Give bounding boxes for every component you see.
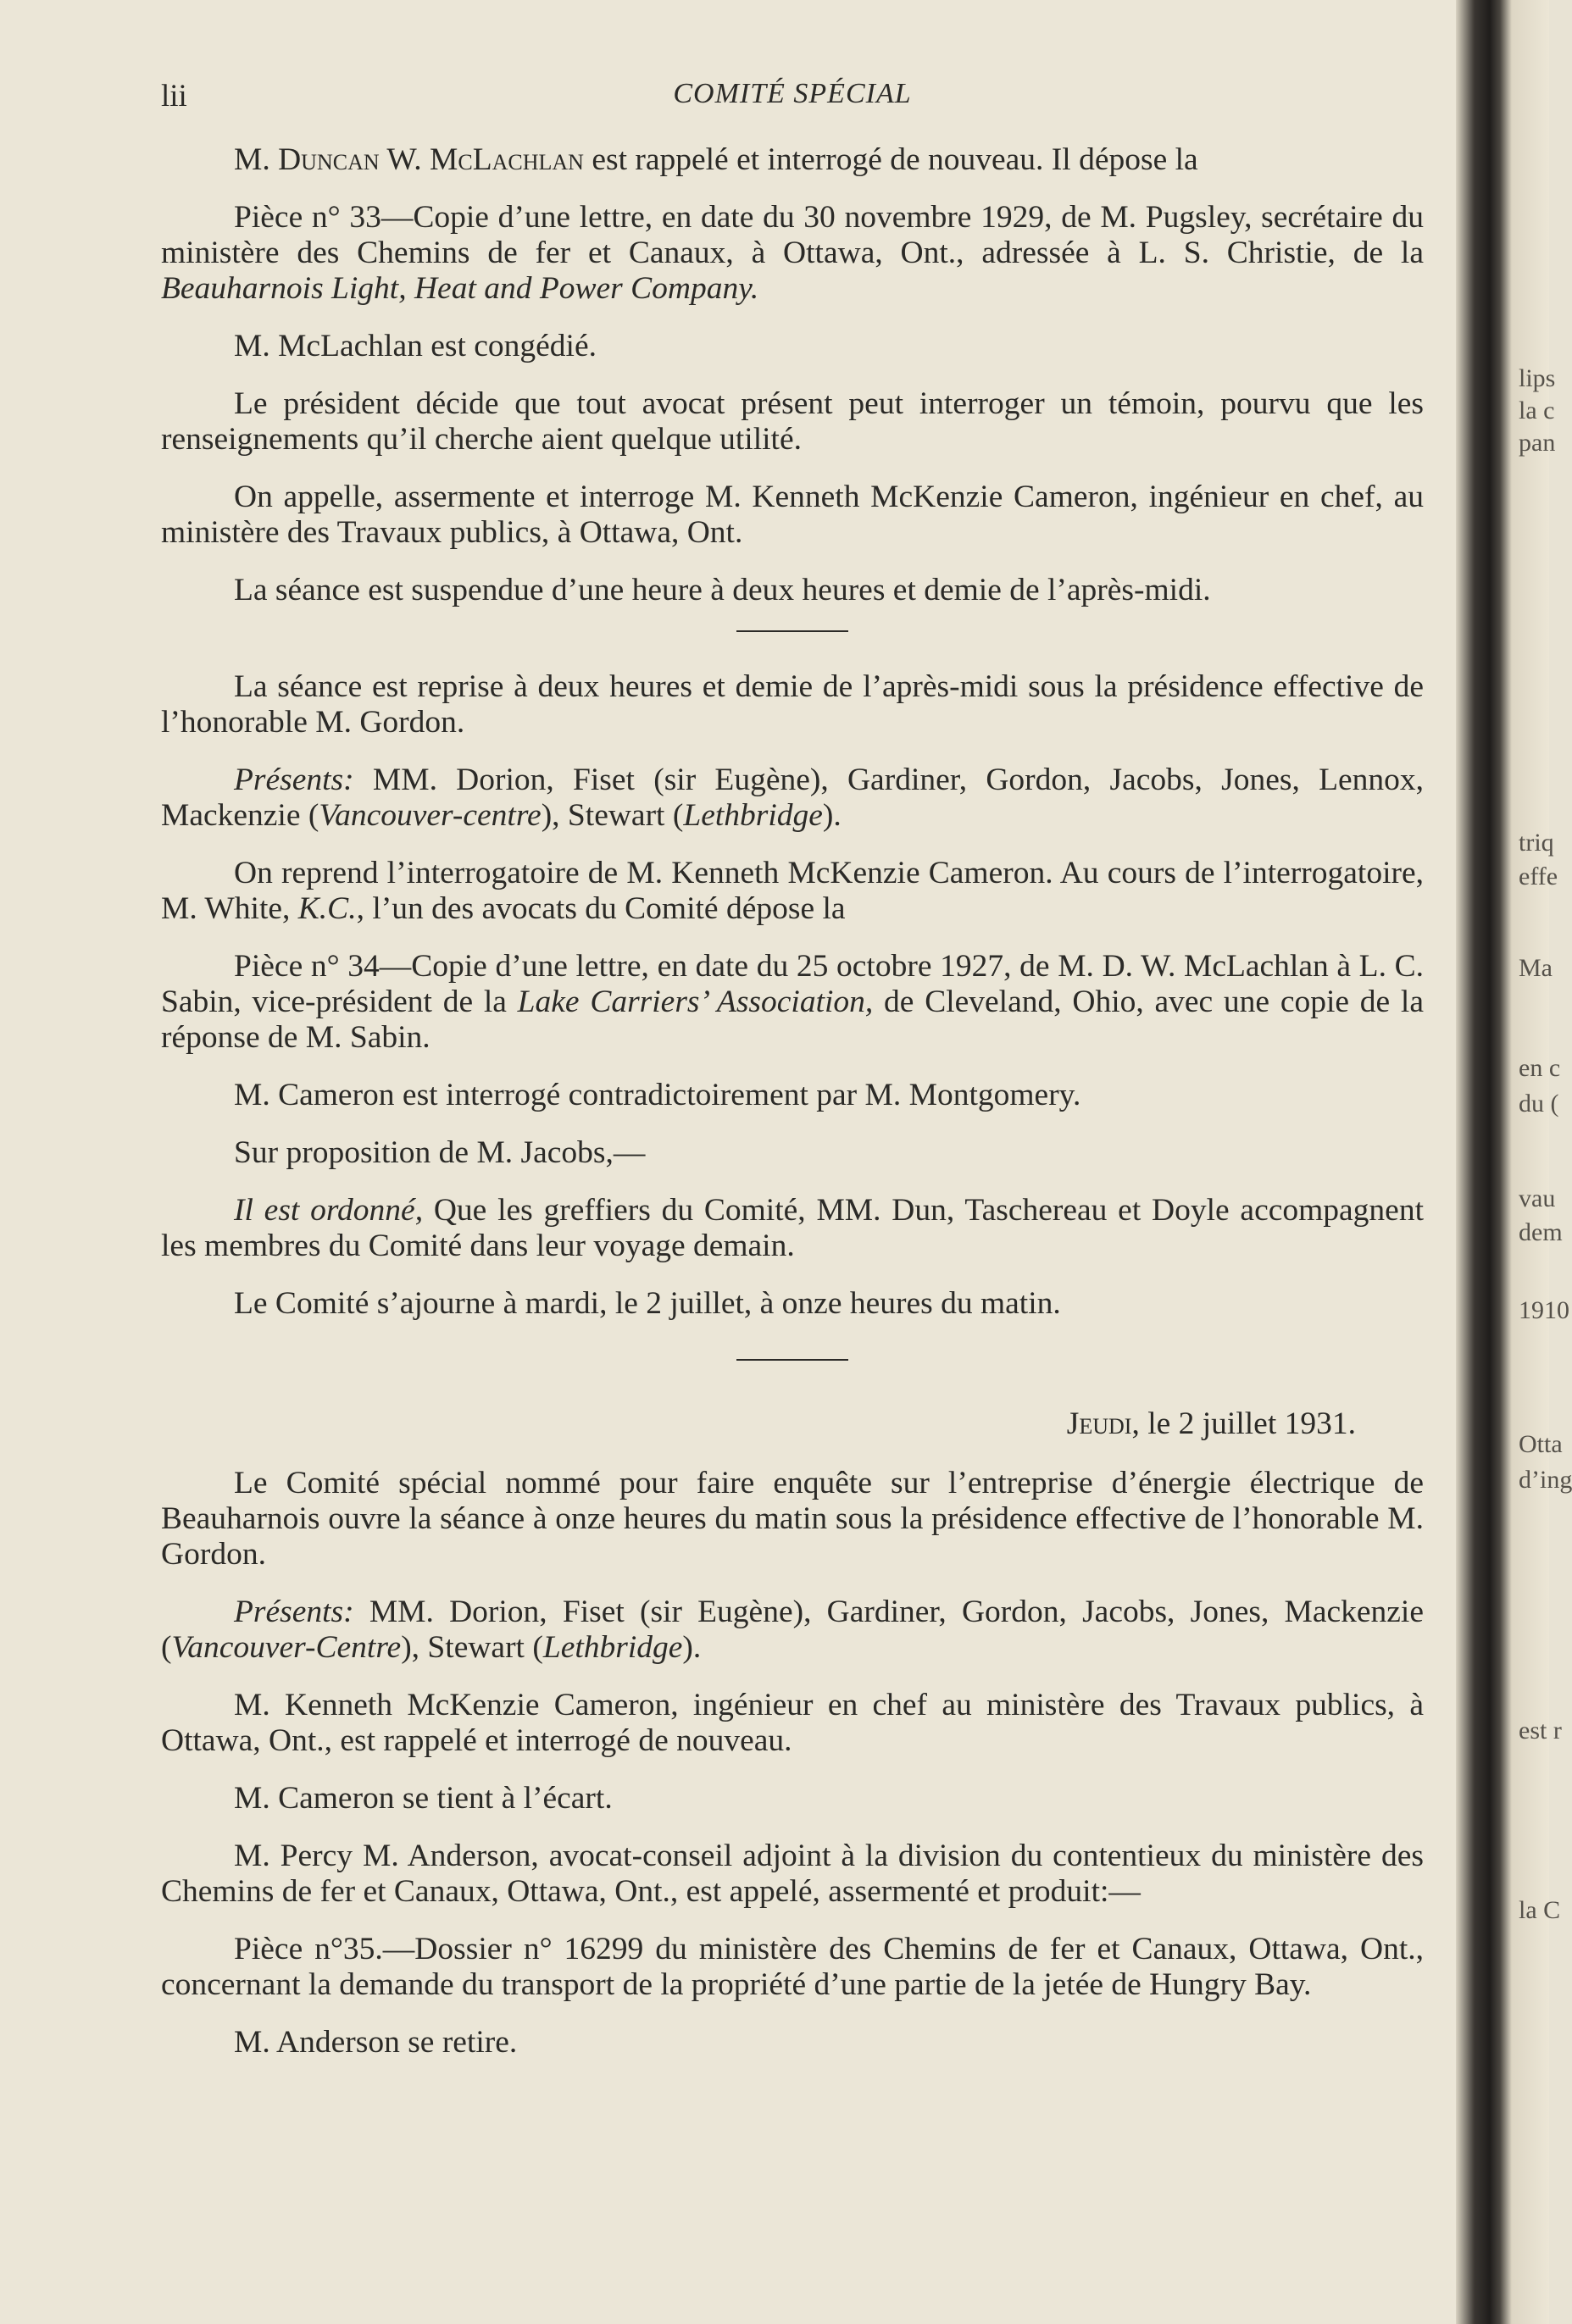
facing-page-fragment: la C <box>1519 1896 1561 1924</box>
witness-name: M. Duncan W. McLachlan <box>234 142 584 177</box>
paragraph-cross-examined: M. Cameron est interrogé contradictoirement par M. Montgomery. <box>234 1078 1081 1112</box>
paragraph-present-members-2: Présents: MM. Dorion, Fiset (sir Eugène), Gardiner, Gordon, Jacobs, Jones, Mackenzie (Vancouver-Centre), Stewart (Lethbridge). <box>161 1595 1424 1665</box>
paragraph-exhibit-35: Pièce n°35.—Dossier n° 16299 du ministère des Chemins de fer et Canaux, Ottawa, Ont., concernant la demande du transport de la propriété d’une partie de la jetée de Hungry Bay. <box>161 1932 1424 2002</box>
section-divider <box>736 630 848 632</box>
paragraph-resumed: La séance est reprise à deux heures et demie de l’après-midi sous la présidence effective de l’honorable M. Gordon. <box>161 669 1424 740</box>
facing-page-fragment: Otta <box>1519 1430 1563 1458</box>
paragraph-cameron-recalled: M. Kenneth McKenzie Cameron, ingénieur en chef au ministère des Travaux publics, à Ottawa, Ont., est rappelé et interrogé de nouveau. <box>161 1688 1424 1758</box>
paragraph-present-members: Présents: MM. Dorion, Fiset (sir Eugène), Gardiner, Gordon, Jacobs, Jones, Lennox, Mackenzie (Vancouver-centre), Stewart (Lethbridge). <box>161 763 1424 833</box>
facing-page-fragment: vau <box>1519 1184 1556 1212</box>
facing-page-fragment: Ma <box>1519 954 1553 982</box>
facing-page-fragment: triq <box>1519 829 1554 857</box>
section-divider <box>736 1359 848 1361</box>
paragraph-exhibit-33: Pièce n° 33—Copie d’une lettre, en date du 30 novembre 1929, de M. Pugsley, secrétaire du ministère des Chemins de fer et Canaux, à Ottawa, Ont., adressée à L. S. Christie, de la Beauharnois Light, Heat and Power Company. <box>161 200 1424 306</box>
paragraph-dismissed: M. McLachlan est congédié. <box>234 329 597 363</box>
paragraph-adjourned: Le Comité s’ajourne à mardi, le 2 juillet, à onze heures du matin. <box>234 1286 1061 1321</box>
facing-page-fragment: est r <box>1519 1717 1562 1744</box>
paragraph-exhibit-34: Pièce n° 34—Copie d’une lettre, en date du 25 octobre 1927, de M. D. W. McLachlan à L. C. Sabin, vice-président de la Lake Carriers’ Association, de Cleveland, Ohio, avec une copie de la réponse de M. Sabin. <box>161 949 1424 1055</box>
paragraph-anderson-retires: M. Anderson se retire. <box>234 2025 518 2060</box>
facing-page-fragment: en c <box>1519 1054 1561 1082</box>
facing-page-fragment: 1910 <box>1519 1296 1569 1324</box>
facing-page-fragment: pan <box>1519 429 1556 457</box>
paragraph-president-ruling: Le président décide que tout avocat présent peut interroger un témoin, pourvu que les renseignements qu’il cherche aient quelque utilité. <box>161 386 1424 457</box>
paragraph-mclachlan-recalled: M. Duncan W. McLachlan est rappelé et interrogé de nouveau. Il dépose la <box>234 142 1198 177</box>
facing-page-fragment: du ( <box>1519 1090 1559 1118</box>
paragraph-anderson-called: M. Percy M. Anderson, avocat-conseil adjoint à la division du contentieux du ministère des Chemins de fer et Canaux, Ottawa, Ont., est appelé, assermenté et produit:— <box>161 1839 1424 1909</box>
paragraph-committee-opens: Le Comité spécial nommé pour faire enquête sur l’entreprise d’énergie électrique de Beauharnois ouvre la séance à onze heures du matin sous la présidence effective de l’honorable M. Gordon. <box>161 1466 1424 1572</box>
paragraph-cameron-sworn: On appelle, assermente et interroge M. Kenneth McKenzie Cameron, ingénieur en chef, au ministère des Travaux publics, à Ottawa, Ont. <box>161 480 1424 550</box>
paragraph-cameron-aside: M. Cameron se tient à l’écart. <box>234 1781 613 1816</box>
paragraph-motion: Sur proposition de M. Jacobs,— <box>234 1135 646 1170</box>
paragraph-order: Il est ordonné, Que les greffiers du Comité, MM. Dun, Taschereau et Doyle accompagnent les membres du Comité dans leur voyage demain. <box>161 1193 1424 1263</box>
book-spine <box>1456 0 1549 2324</box>
running-title: COMITÉ SPÉCIAL <box>673 78 912 109</box>
session-date: Jeudi, le 2 juillet 1931. <box>1066 1406 1356 1441</box>
facing-page-fragment: dem <box>1519 1218 1563 1246</box>
facing-page-fragment: d’ing <box>1519 1466 1572 1494</box>
paragraph-suspended: La séance est suspendue d’une heure à deux heures et demie de l’après-midi. <box>234 573 1211 607</box>
page-number: lii <box>161 79 187 114</box>
company-name: Beauharnois Light, Heat and Power Company. <box>161 271 759 306</box>
document-body <box>161 142 1424 2061</box>
page-header <box>161 78 1424 112</box>
facing-page-fragment: lips <box>1519 364 1556 392</box>
facing-page-fragment: la c <box>1519 397 1555 424</box>
facing-page-fragment: effe <box>1519 862 1558 890</box>
paragraph-interrogation-resumed: On reprend l’interrogatoire de M. Kenneth McKenzie Cameron. Au cours de l’interrogatoire, M. White, K.C., l’un des avocats du Comité dépose la <box>161 856 1424 926</box>
